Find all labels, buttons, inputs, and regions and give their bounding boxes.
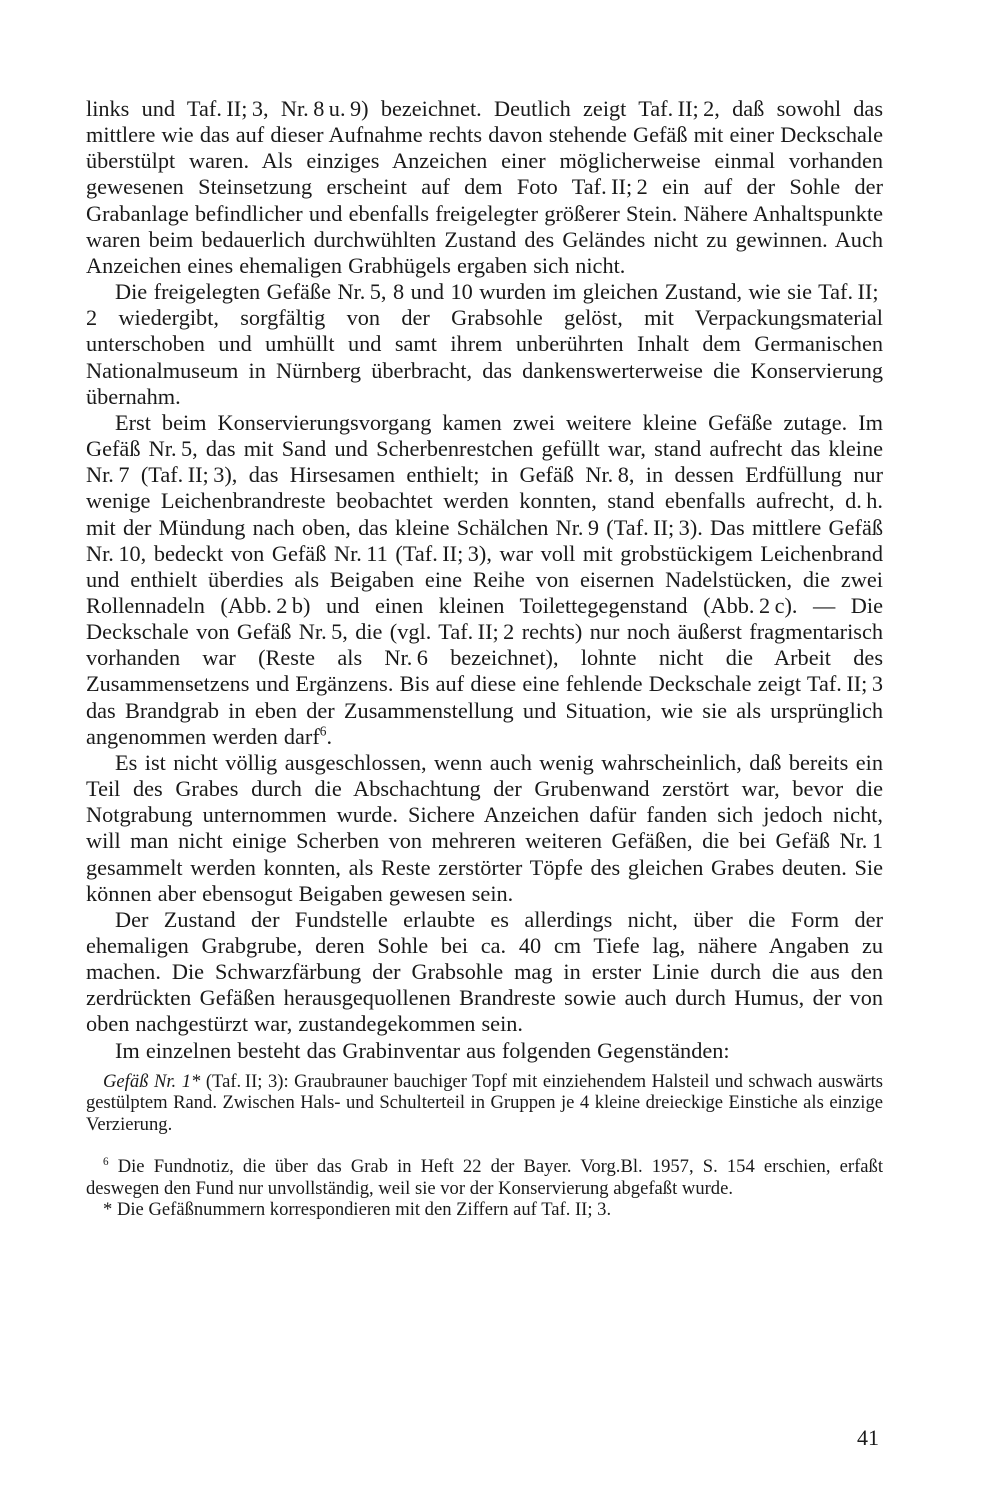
footnote-reference: 6 <box>319 723 327 739</box>
paragraph-1: links und Taf. II; 3, Nr. 8 u. 9) bezeichnet. Deutlich zeigt Taf. II; 2, daß sowohl das mittlere wie das auf dieser Aufnahme rechts davon stehende Gefäß mit einer Deckschale überstülpt waren. Als einziges Anzeichen einer möglicherweise einmal vorhanden gewesenen Steinsetzung erscheint auf dem Foto Taf. II; 2 ein auf der Sohle der Grabanlage befindlicher und ebenfalls freigelegter größerer Stein. Nähere Anhaltspunkte waren beim bedauerlich durchwühlten Zustand des Geländes nicht zu gewinnen. Auch Anzeichen eines ehemaligen Grabhügels ergaben sich nicht. <box>86 96 883 278</box>
paragraph-3-text: Erst beim Konservierungsvorgang kamen zwei weitere kleine Gefäße zutage. Im Gefäß Nr. 5, das mit Sand und Scherbenrestchen gefüllt war, stand aufrecht das kleine Nr. 7 (Taf. II; 3), das Hirsesamen enthielt; in Gefäß Nr. 8, in dessen Erdfüllung nur wenige Leichenbrandreste beobachtet werden konnten, stand ebenfalls aufrecht, d. h. mit der Mündung nach oben, das kleine Schälchen Nr. 9 (Taf. II; 3). Das mittlere Gefäß Nr. 10, bedeckt von Gefäß Nr. 11 (Taf. II; 3), war voll mit grobstückigem Leichenbrand und enthielt überdies als Beigaben eine Reihe von eisernen Nadelstücken, die zwei Rollennadeln (Abb. 2 b) und einen kleinen Toilettegegenstand (Abb. 2 c). — Die Deckschale von Gefäß Nr. 5, die (vgl. Taf. II; 2 rechts) nur noch äußerst fragmentarisch vorhanden war (Reste als Nr. 6 bezeichnet), lohnte nicht die Arbeit des Zusammensetzens und Ergänzens. Bis auf diese eine fehlende Deckschale zeigt Taf. II; 3 das Brandgrab in eben der Zusammenstellung und Situation, wie sie als ursprünglich angenommen werden darf <box>86 409 883 749</box>
paragraph-4: Es ist nicht völlig ausgeschlossen, wenn auch wenig wahrscheinlich, daß bereits ein Teil des Grabes durch die Abschachtung der Grubenwand zerstört war, bevor die Notgrabung unternommen wurde. Sichere Anzeichen dafür fanden sich jedoch nicht, will man nicht einige Scherben von mehreren weiteren Gefäßen, die bei Gefäß Nr. 1 gesammelt werden konnten, als Reste zerstörter Töpfe des gleichen Grabes deuten. Sie können aber ebensogut Beigaben gewesen sein. <box>86 749 883 906</box>
footnote-star: * Die Gefäßnummern korrespondieren mit den Ziffern auf Taf. II; 3. <box>103 1199 612 1221</box>
page-number: 41 <box>857 1425 879 1450</box>
footnote-6 <box>86 1156 883 1199</box>
catalog-entry-text: (Taf. II; 3): Graubrauner bauchiger Topf mit einziehendem Halsteil und schwach auswärts gestülptem Rand. Zwischen Hals- und Schulterteil in Gruppen je 4 kleine dreieckige Einstiche als einzige Verzierung. <box>86 1070 883 1135</box>
footnote-6-text: Die Fundnotiz, die über das Grab in Heft 22 der Bayer. Vorg.Bl. 1957, S. 154 erschien, erfaßt deswegen den Fund nur unvollständig, weil sie vor der Konservierung abgefaßt wurde. <box>86 1156 883 1199</box>
footnote-6-marker: 6 <box>103 1156 109 1169</box>
main-text <box>86 96 883 1064</box>
paragraph-2: Die freigelegten Gefäße Nr. 5, 8 und 10 wurden im gleichen Zustand, wie sie Taf. II; 2 wiedergibt, sorgfältig von der Grabsohle gelöst, mit Verpackungsmaterial unterschoben und umhüllt und samt ihrem unberührten Inhalt dem Germanischen Nationalmuseum in Nürnberg überbracht, das dankenswerterweise die Konservierung übernahm. <box>86 279 883 409</box>
catalog-entry-label: Gefäß Nr. 1* <box>103 1070 201 1092</box>
page-body <box>86 96 883 1221</box>
paragraph-6: Im einzelnen besteht das Grabinventar aus folgenden Gegenständen: <box>115 1037 730 1063</box>
catalog-entry <box>86 1071 883 1136</box>
paragraph-3: Erst beim Konservierungsvorgang kamen zwei weitere kleine Gefäße zutage. Im Gefäß Nr. 5, das mit Sand und Scherbenrestchen gefüllt war, stand aufrecht das kleine Nr. 7 (Taf. II; 3), das Hirsesamen enthielt; in Gefäß Nr. 8, in dessen Erdfüllung nur wenige Leichenbrandreste beobachtet werden konnten, stand ebenfalls aufrecht, d. h. mit der Mündung nach oben, das kleine Schälchen Nr. 9 (Taf. II; 3). Das mittlere Gefäß Nr. 10, bedeckt von Gefäß Nr. 11 (Taf. II; 3), war voll mit grobstückigem Leichenbrand und enthielt überdies als Beigaben eine Reihe von eisernen Nadelstücken, die zwei Rollennadeln (Abb. 2 b) und einen kleinen Toilettegegenstand (Abb. 2 c). — Die Deckschale von Gefäß Nr. 5, die (vgl. Taf. II; 2 rechts) nur noch äußerst fragmentarisch vorhanden war (Reste als Nr. 6 bezeichnet), lohnte nicht die Arbeit des Zusammensetzens und Ergänzens. Bis auf diese eine fehlende Deckschale zeigt Taf. II; 3 das Brandgrab in eben der Zusammenstellung und Situation, wie sie als ursprünglich angenommen werden darf$^6$. <box>86 409 883 749</box>
paragraph-5: Der Zustand der Fundstelle erlaubte es allerdings nicht, über die Form der ehemaligen Grabgrube, deren Sohle bei ca. 40 cm Tiefe lag, nähere Angaben zu machen. Die Schwarzfärbung der Grabsohle mag in erster Linie durch die aus den zerdrückten Gefäßen herausgequollenen Brandreste sowie auch durch Humus, der von oben nachgestürzt war, zustandegekommen sein. <box>86 906 883 1037</box>
footnotes <box>86 1156 883 1221</box>
